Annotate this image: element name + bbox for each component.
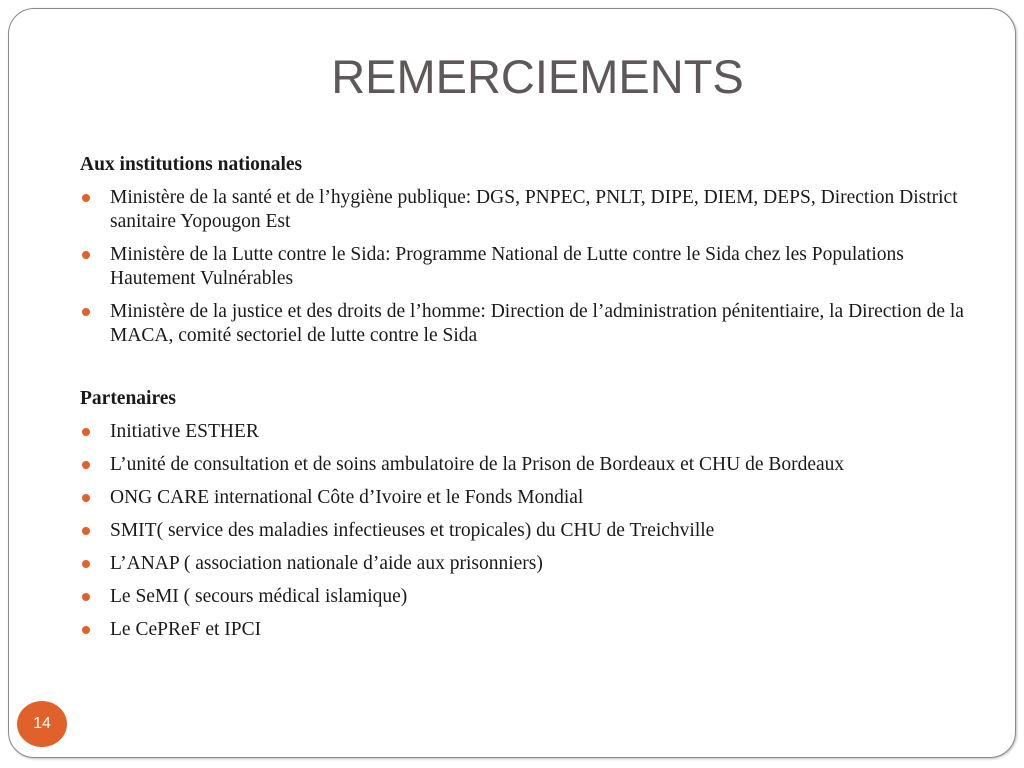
list-item bbox=[80, 585, 980, 609]
list-item bbox=[80, 453, 980, 477]
list-item-text: L’ANAP ( association nationale d’aide aux prisonniers) bbox=[110, 553, 543, 574]
list-item bbox=[80, 486, 980, 510]
list-item-text: Le CePReF et IPCI bbox=[110, 619, 262, 640]
page-number-badge: 14 bbox=[17, 701, 67, 747]
bullet-icon bbox=[82, 494, 90, 502]
bullet-icon bbox=[82, 593, 90, 601]
list-item bbox=[80, 243, 980, 291]
list-item bbox=[80, 420, 980, 444]
bullet-icon bbox=[82, 194, 90, 202]
slide-content bbox=[80, 153, 980, 651]
list-item-text: Ministère de la justice et des droits de l’homme: Direction de l’administration pénitentiaire, la Direction de la MACA, comité sectoriel de lutte contre le Sida bbox=[110, 301, 964, 346]
bullet-icon bbox=[82, 461, 90, 469]
bullet-icon bbox=[82, 527, 90, 535]
list-item-text: Le SeMI ( secours médical islamique) bbox=[110, 586, 408, 607]
section-heading-institutions: Aux institutions nationales bbox=[80, 154, 303, 175]
list-item bbox=[80, 618, 980, 642]
list-item-text: ONG CARE international Côte d’Ivoire et le Fonds Mondial bbox=[110, 487, 584, 508]
partners-list bbox=[80, 420, 980, 642]
bullet-icon bbox=[82, 251, 90, 259]
section-spacer bbox=[80, 357, 980, 387]
slide-title: REMERCIEMENTS bbox=[331, 50, 744, 103]
list-item bbox=[80, 519, 980, 543]
list-item bbox=[80, 552, 980, 576]
list-item bbox=[80, 186, 980, 234]
list-item-text: Ministère de la santé et de l’hygiène publique: DGS, PNPEC, PNLT, DIPE, DIEM, DEPS, Direction District sanitaire Yopougon Est bbox=[110, 187, 958, 232]
bullet-icon bbox=[82, 308, 90, 316]
bullet-icon bbox=[82, 428, 90, 436]
list-item-text: Ministère de la Lutte contre le Sida: Programme National de Lutte contre le Sida chez les Populations Hautement Vulnérables bbox=[110, 244, 904, 289]
list-item bbox=[80, 300, 980, 348]
bullet-icon bbox=[82, 626, 90, 634]
list-item-text: Initiative ESTHER bbox=[110, 421, 259, 442]
list-item-text: L’unité de consultation et de soins ambulatoire de la Prison de Bordeaux et CHU de Bordeaux bbox=[110, 454, 845, 475]
section-heading-partners: Partenaires bbox=[80, 388, 177, 409]
institutions-list bbox=[80, 186, 980, 348]
list-item-text: SMIT( service des maladies infectieuses et tropicales) du CHU de Treichville bbox=[110, 520, 715, 541]
bullet-icon bbox=[82, 560, 90, 568]
